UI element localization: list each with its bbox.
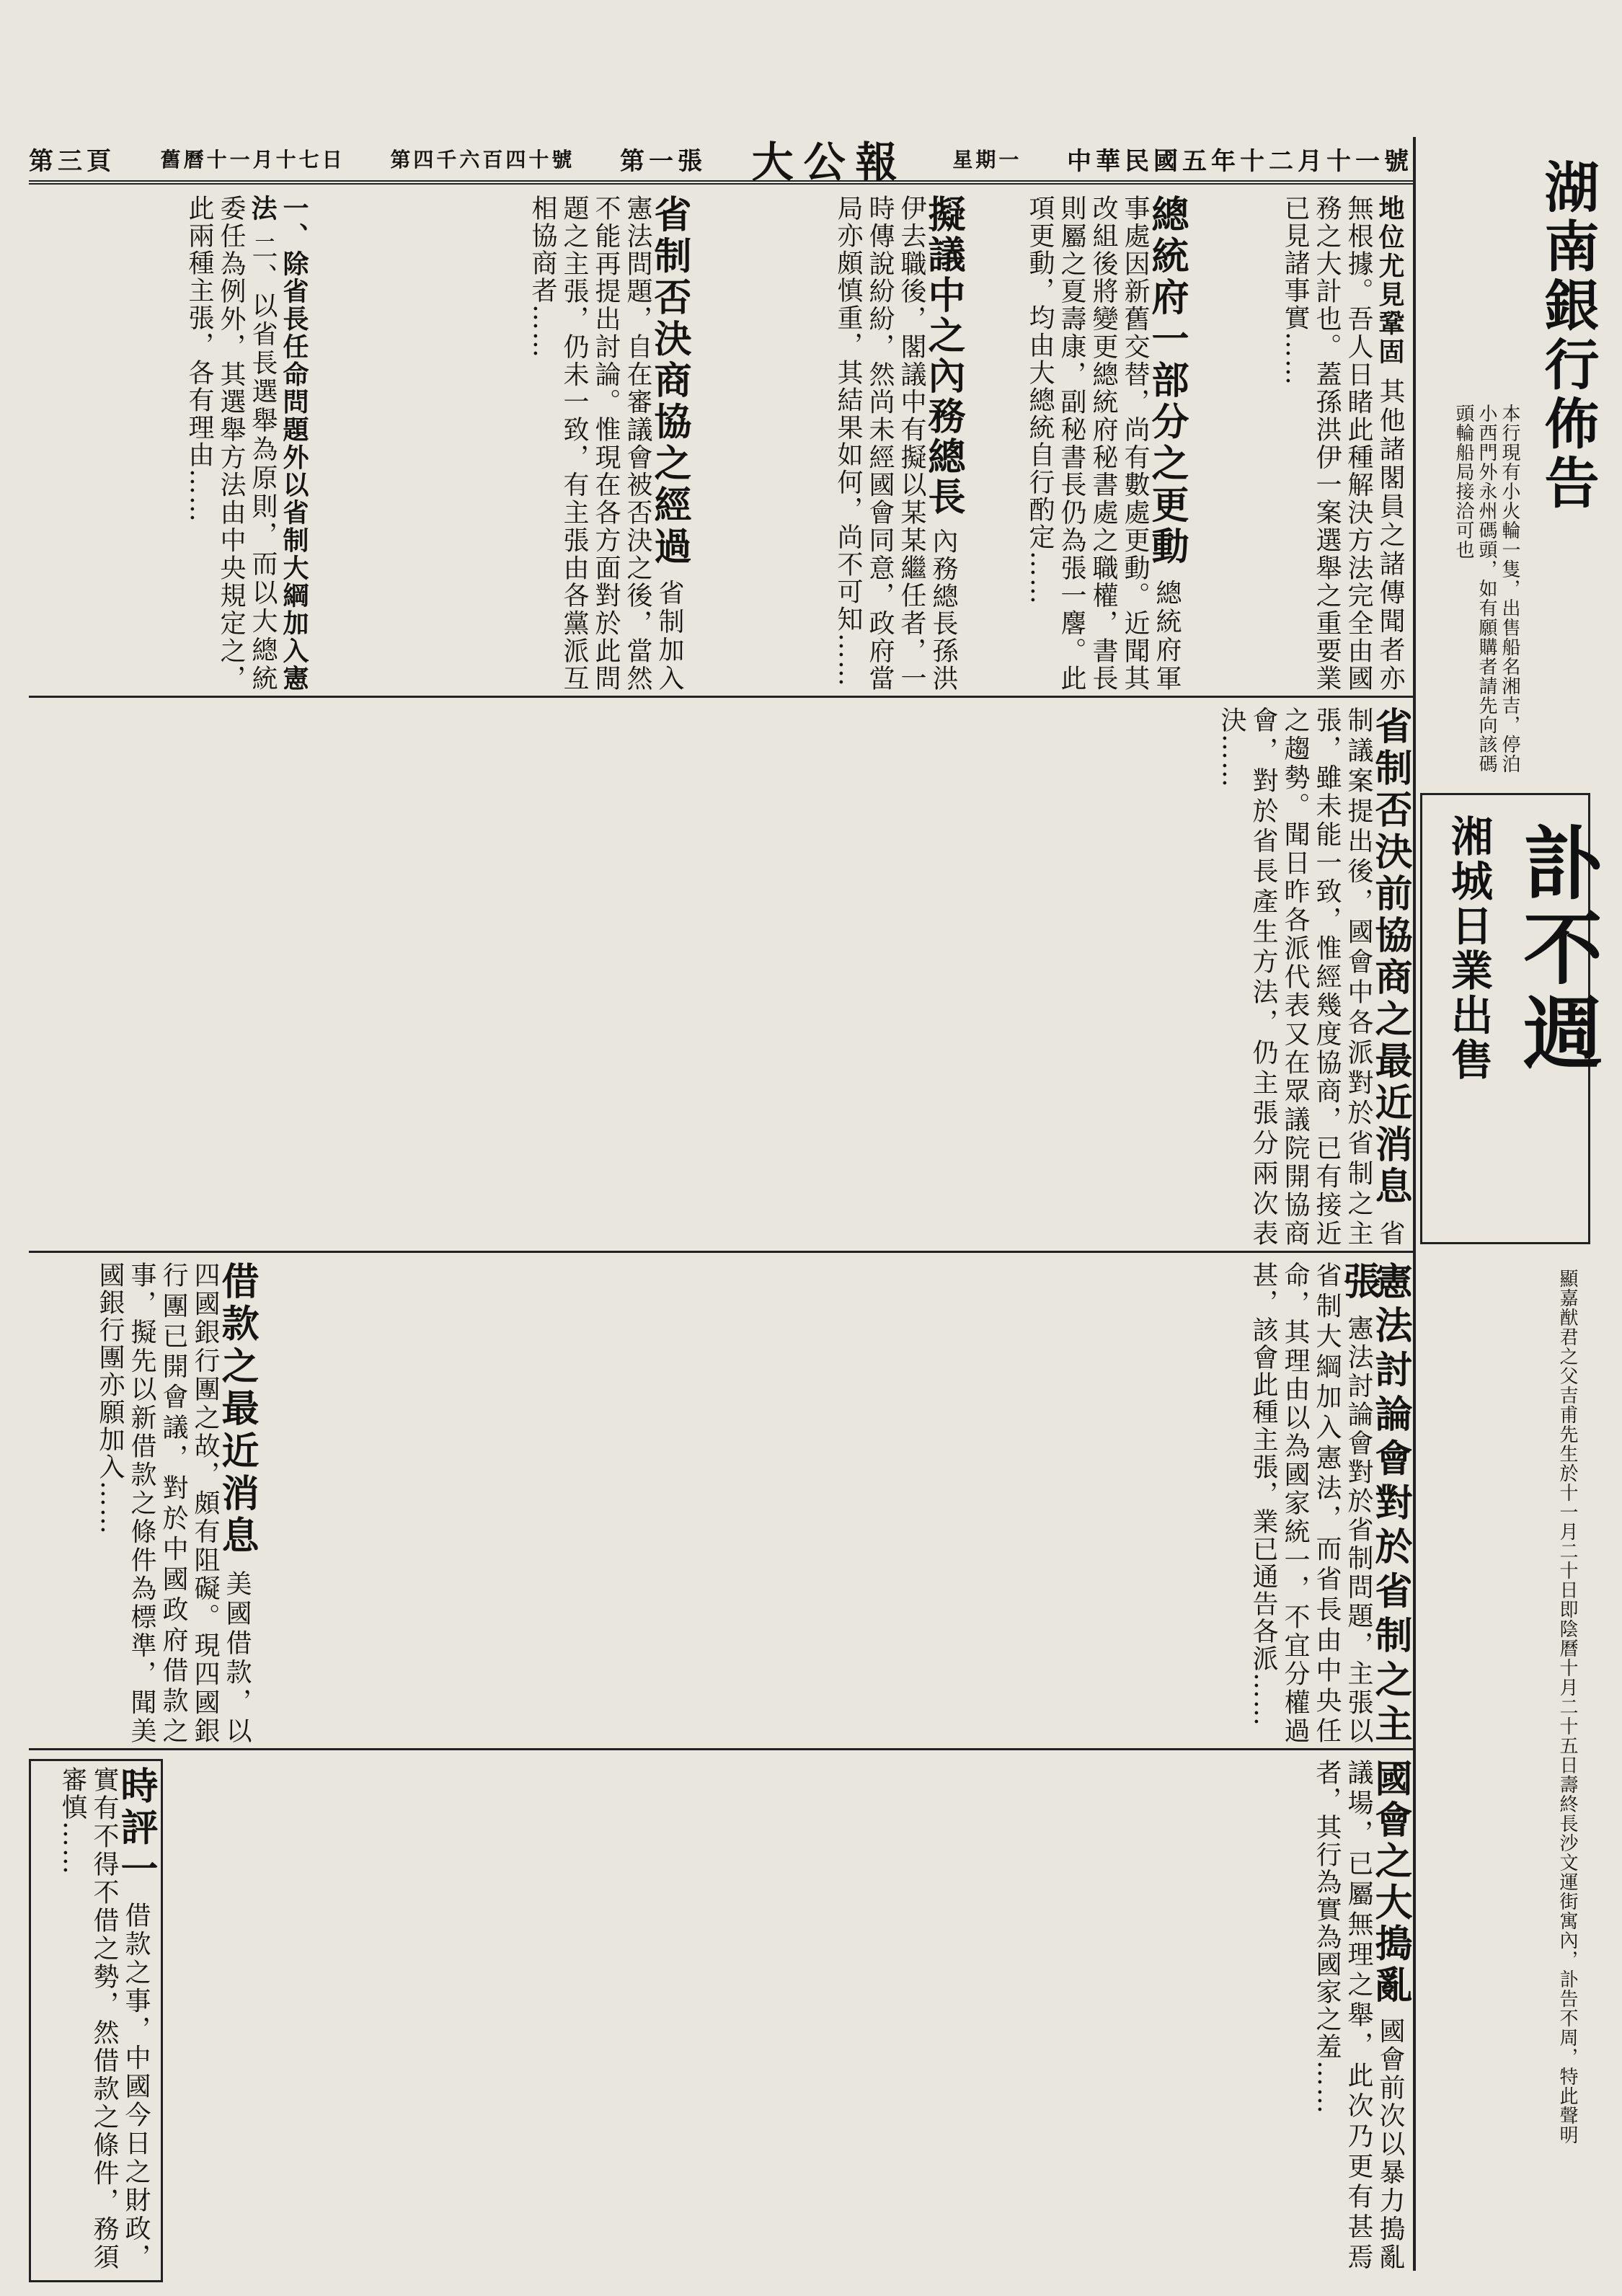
article-a10-head: 時評一 — [114, 1766, 158, 1891]
article-a9-head: 國會之大搗亂 — [1368, 1759, 1412, 2007]
section-rule-2 — [29, 1251, 1413, 1253]
article-a1-text: 其他諸閣員之諸傳聞者亦無根據。吾人日睹此種解決方法完全由國務之大計也。蓋孫洪伊一案選舉之重要業已見諸事實…… — [1280, 195, 1405, 692]
article-a5-text: 二、以省長選舉為原則，而以大總統委任為例外，其選舉方法由中央規定之，此兩種主張，各有理由…… — [185, 195, 278, 692]
obituary-text: 顯嘉猷君之父吉甫先生於十一月二十日即陰曆十月二十五日壽終長沙文運街寓內，訃告不周，特此聲明 — [1556, 1269, 1578, 2145]
article-a8 — [29, 1262, 259, 1745]
article-a6-head: 省制否決前協商之最近消息 — [1368, 706, 1412, 1209]
article-a3-text: 內務總長孫洪伊去職後，閣議中有擬以某某繼任者，一時傳說紛紛，然尚未經國會同意，政府當局亦頗慎重，其結果如何，尚不可知…… — [833, 195, 958, 692]
obituary-title: 訃不週 — [1510, 822, 1603, 1077]
article-a5 — [29, 195, 310, 692]
section-rule-1 — [29, 696, 1413, 698]
article-a10 — [36, 1766, 158, 2271]
masthead-issue: 第四千六百四十號 — [390, 148, 575, 172]
article-a9-text: 國會前次以暴力搗亂議場，已屬無理之舉，此次乃更有甚焉者，其行為實為國家之羞…… — [1312, 1759, 1405, 2271]
article-a7 — [260, 1262, 1412, 1745]
article-a8-head: 借款之最近消息 — [215, 1262, 259, 1559]
article-a1 — [1189, 195, 1406, 692]
article-a3-head: 擬議中之內務總長 — [921, 195, 965, 518]
article-a5-lead: 一、除省長任命問題外以省制大綱加入憲法 — [247, 195, 309, 692]
obituary-name: 湘城日業出售 — [1444, 815, 1493, 1083]
masthead-page: 第三頁 — [29, 146, 115, 176]
section-rule-3 — [29, 1748, 1413, 1750]
masthead-weekday: 星期一 — [952, 148, 1022, 172]
article-a2-head: 總統府一部分之更動 — [1145, 195, 1189, 569]
article-a4-text: 省制加入憲法問題，自在審議會被否決之後，當然不能再提出討論。惟現在各方面對於此問題之主張，仍未一致，有主張由各黨派互相協商者…… — [528, 195, 684, 693]
article-a6-text: 省制議案提出後，國會中各派對於省制之主張，雖未能一致，惟經幾度協商，已有接近之趨勢。聞日昨各派代表又在眾議院開協商會，對於省長產生方法，仍主張分兩次表決…… — [1217, 706, 1405, 1248]
article-a7-text: 憲法討論會對於省制問題，主張以省制大綱加入憲法，而省長由中央任命，其理由以為國家統一，不宜分權過甚，該會此種主張，業已通告各派…… — [1249, 1262, 1373, 1745]
article-a4-head: 省制否決商協之經過 — [647, 195, 691, 569]
article-a6 — [29, 706, 1412, 1248]
article-a10-text: 借款之事，中國今日之財政，實有不得不借之勢，然借款之條件，務須審慎…… — [58, 1766, 151, 2271]
article-a9 — [173, 1759, 1412, 2271]
article-a8-text: 美國借款，以四國銀行團之故，頗有阻礙。現四國銀行團已開會議，對於中國政府借款之事，擬先以新借款之條件為標準，聞美國銀行團亦願加入…… — [95, 1262, 252, 1745]
article-a7-head: 憲法討論會對於省制之主張 — [1337, 1262, 1412, 1745]
masthead-date: 中華民國五年十二月十一號 — [1067, 146, 1413, 176]
masthead-section: 第一張 — [620, 146, 706, 176]
masthead — [29, 137, 1413, 185]
bank-notice-text: 本行現有小火輪一隻，出售船名湘吉，停泊小西門外永州碼頭，如有願購者請先向該碼頭輪船局接洽可也 — [1453, 404, 1520, 774]
masthead-paper-title: 大公報 — [751, 138, 908, 187]
article-a4 — [317, 195, 691, 693]
article-a3 — [692, 195, 965, 692]
bank-notice-title: 湖南銀行佈告 — [1535, 159, 1600, 513]
article-a2-text: 總統府軍事處因新舊交替，尚有數處更動。近聞其改組後將變更總統府秘書處之職權，書長則屬之夏壽康，副秘書長仍為張一麐。此項更動，均由大總統自行酌定…… — [1025, 195, 1182, 693]
masthead-lunar-date: 舊曆十一月十七日 — [160, 148, 345, 172]
article-a2 — [966, 195, 1189, 693]
article-a1-lead: 地位尤見鞏固 — [1375, 195, 1405, 367]
